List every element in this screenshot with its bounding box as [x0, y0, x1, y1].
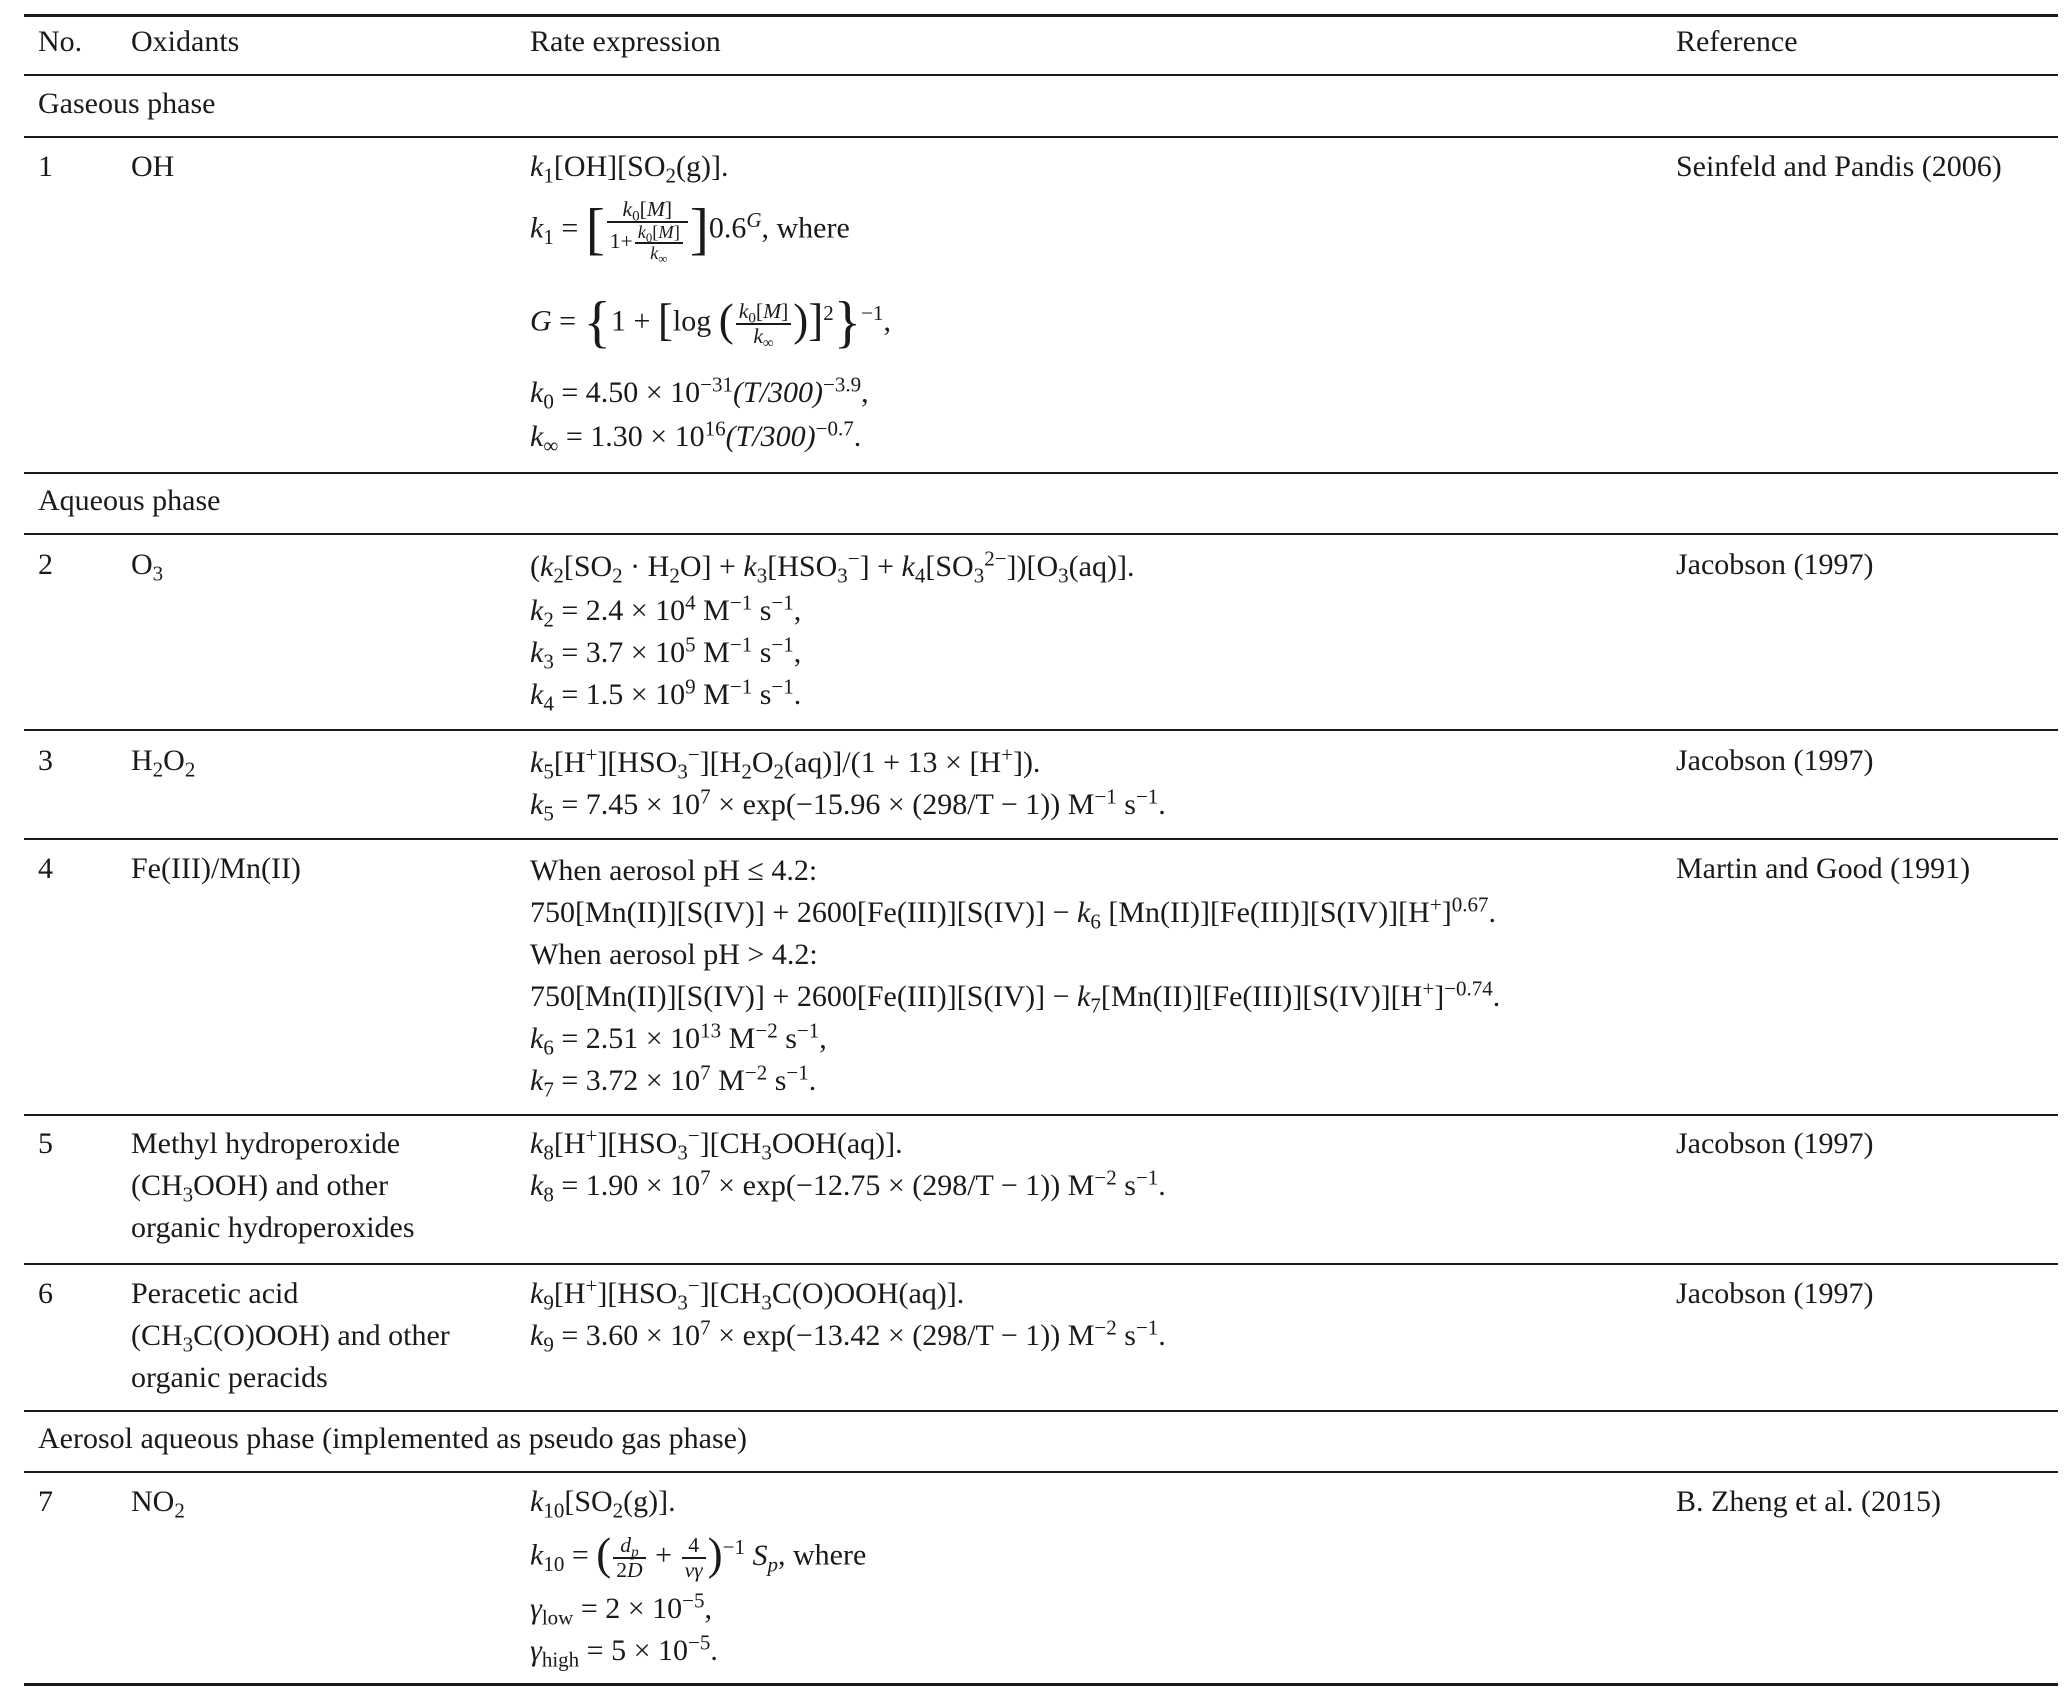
row-5-rate-line-1: $k_8[H^+][HSO_3^-][CH_3OOH(aq)]$. — [530, 1123, 903, 1165]
row-6-k9: $k_9 = 3.60 \times 10^7 \times \exp(-13.42 \times (298/T - 1))$ $M^{-2}$ $s^{-1}$. — [530, 1315, 1166, 1357]
section-aqueous-phase: Aqueous phase — [38, 484, 221, 517]
row-7-gamma-high: $\gamma_{high} = 5 \times 10^{-5}$. — [530, 1630, 718, 1672]
row-7-gamma-low: $\gamma_{low} = 2 \times 10^{-5}$, — [530, 1588, 713, 1630]
section-aerosol-aqueous-phase: Aerosol aqueous phase (implemented as pseudo gas phase) — [38, 1422, 747, 1455]
row-1-oxidant: OH — [131, 150, 175, 183]
row-7-number: 7 — [38, 1485, 53, 1518]
header-no: No. — [38, 25, 83, 58]
row-1-number: 1 — [38, 150, 53, 183]
row-1-g-definition: G = {1 + [log ( $\frac{k_0[M]}{k_\infty}$ )]$^2$}$^{-1}$, — [530, 290, 891, 354]
row-4-condition-1: When aerosol pH ≤ 4.2: — [530, 854, 818, 887]
row-6-number: 6 — [38, 1277, 53, 1310]
row-5-number: 5 — [38, 1127, 53, 1160]
row-5-oxidant-line-1: Methyl hydroperoxide — [131, 1127, 401, 1160]
row-2-rate-line-1: $(k_2[SO_2 \cdot H_2O] + k_3[HSO_3^-] + k_4[SO_3^{2-}])[O_3(aq)]$. — [530, 546, 1135, 588]
g-base: 0.6 — [708, 211, 747, 245]
row-4-k7: $k_7 = 3.72 \times 10^7$ $M^{-2}$ $s^{-1}$. — [530, 1060, 817, 1102]
row-5-oxidant-line-3: organic hydroperoxides — [131, 1211, 415, 1244]
row-7-oxidant: $NO_2$ — [131, 1485, 185, 1523]
row-7-k10-definition: $k_{10}$ = ( $\frac{d_p}{2D}$ + $\frac{4}{v\gamma}$ )$^{-1}$ $S_p$, where — [530, 1529, 867, 1582]
row-6-oxidant-line-2: $(CH_3C(O)OOH)$ and other — [131, 1319, 450, 1357]
row-6-rate-line-1: $k_9[H^+][HSO_3^-][CH_3C(O)OOH(aq)]$. — [530, 1273, 965, 1315]
row-4-oxidant: Fe(III)/Mn(II) — [131, 852, 301, 885]
row-1-k1-definition: $k_1$ = [ $k_0[M]$ 1+ $\frac{k_0[M]}{k_\infty}$ ]$0.6^G$, where — [530, 197, 850, 266]
row-5-k8: $k_8 = 1.90 \times 10^7 \times \exp(-12.75 \times (298/T - 1))$ $M^{-2}$ $s^{-1}$. — [530, 1165, 1166, 1207]
row-4-expr-1: $750[Mn(II)][S(IV)] + 2600[Fe(III)][S(IV)] - k_6$ $[Mn(II)][Fe(III)][S(IV)][H^+]^{0.67}$. — [530, 892, 1496, 934]
section-rule — [24, 533, 2058, 535]
row-4-number: 4 — [38, 852, 53, 885]
row-3-number: 3 — [38, 744, 53, 777]
row-7-rate-line-1: $k_{10}[SO_2(g)]$. — [530, 1485, 676, 1523]
row-1-k0: $k_0 = 4.50 \times 10^{-31}(T/300)^{-3.9}$, — [530, 372, 869, 414]
row-6-reference: Jacobson (1997) — [1676, 1277, 1874, 1310]
header-rule — [24, 74, 2058, 76]
row-7-reference: B. Zheng et al. (2015) — [1676, 1485, 1941, 1518]
row-3-oxidant: $H_2O_2$ — [131, 744, 196, 782]
row-4-reference: Martin and Good (1991) — [1676, 852, 1971, 885]
row-3-rate-line-1: $k_5[H^+][HSO_3^-][H_2O_2(aq)]/(1 + 13 \times [H^+])$. — [530, 742, 1041, 784]
header-oxidants: Oxidants — [131, 25, 240, 58]
row-1-rate-line-1: $k_1[OH][SO_2(g)]$. — [530, 150, 729, 188]
section-rule — [24, 136, 2058, 138]
row-2-oxidant: $O_3$ — [131, 548, 164, 586]
section-rule — [24, 472, 2058, 474]
row-5-reference: Jacobson (1997) — [1676, 1127, 1874, 1160]
row-rule — [24, 1263, 2058, 1265]
row-3-reference: Jacobson (1997) — [1676, 744, 1874, 777]
bottom-rule — [24, 1683, 2058, 1686]
row-2-k2: $k_2 = 2.4 \times 10^4$ $M^{-1}$ $s^{-1}$, — [530, 590, 802, 632]
top-rule — [24, 14, 2058, 17]
header-reference: Reference — [1676, 25, 1798, 58]
section-gaseous-phase: Gaseous phase — [38, 87, 216, 120]
row-2-k4: $k_4 = 1.5 \times 10^9$ $M^{-1}$ $s^{-1}$. — [530, 674, 802, 716]
section-rule — [24, 1410, 2058, 1412]
row-1-kinf: $k_\infty = 1.30 \times 10^{16}(T/300)^{-0.7}$. — [530, 416, 862, 458]
row-1-reference: Seinfeld and Pandis (2006) — [1676, 150, 2002, 183]
row-2-reference: Jacobson (1997) — [1676, 548, 1874, 581]
row-rule — [24, 729, 2058, 731]
row-rule — [24, 1114, 2058, 1116]
row-4-expr-2: $750[Mn(II)][S(IV)] + 2600[Fe(III)][S(IV)] - k_7[Mn(II)][Fe(III)][S(IV)][H^+]^{-0.74}$. — [530, 976, 1501, 1018]
row-6-oxidant-line-1: Peracetic acid — [131, 1277, 299, 1310]
row-2-k3: $k_3 = 3.7 \times 10^5$ $M^{-1}$ $s^{-1}$, — [530, 632, 802, 674]
row-rule — [24, 838, 2058, 840]
row-4-condition-2: When aerosol pH > 4.2: — [530, 938, 818, 971]
row-3-k5: $k_5 = 7.45 \times 10^7 \times \exp(-15.96 \times (298/T - 1))$ $M^{-1}$ $s^{-1}$. — [530, 784, 1166, 826]
row-2-number: 2 — [38, 548, 53, 581]
row-6-oxidant-line-3: organic peracids — [131, 1361, 328, 1394]
section-rule — [24, 1471, 2058, 1473]
row-5-oxidant-line-2: $(CH_3OOH)$ and other — [131, 1169, 389, 1207]
row-4-k6: $k_6 = 2.51 \times 10^{13}$ $M^{-2}$ $s^{-1}$, — [530, 1018, 827, 1060]
header-rate-expression: Rate expression — [530, 25, 721, 58]
